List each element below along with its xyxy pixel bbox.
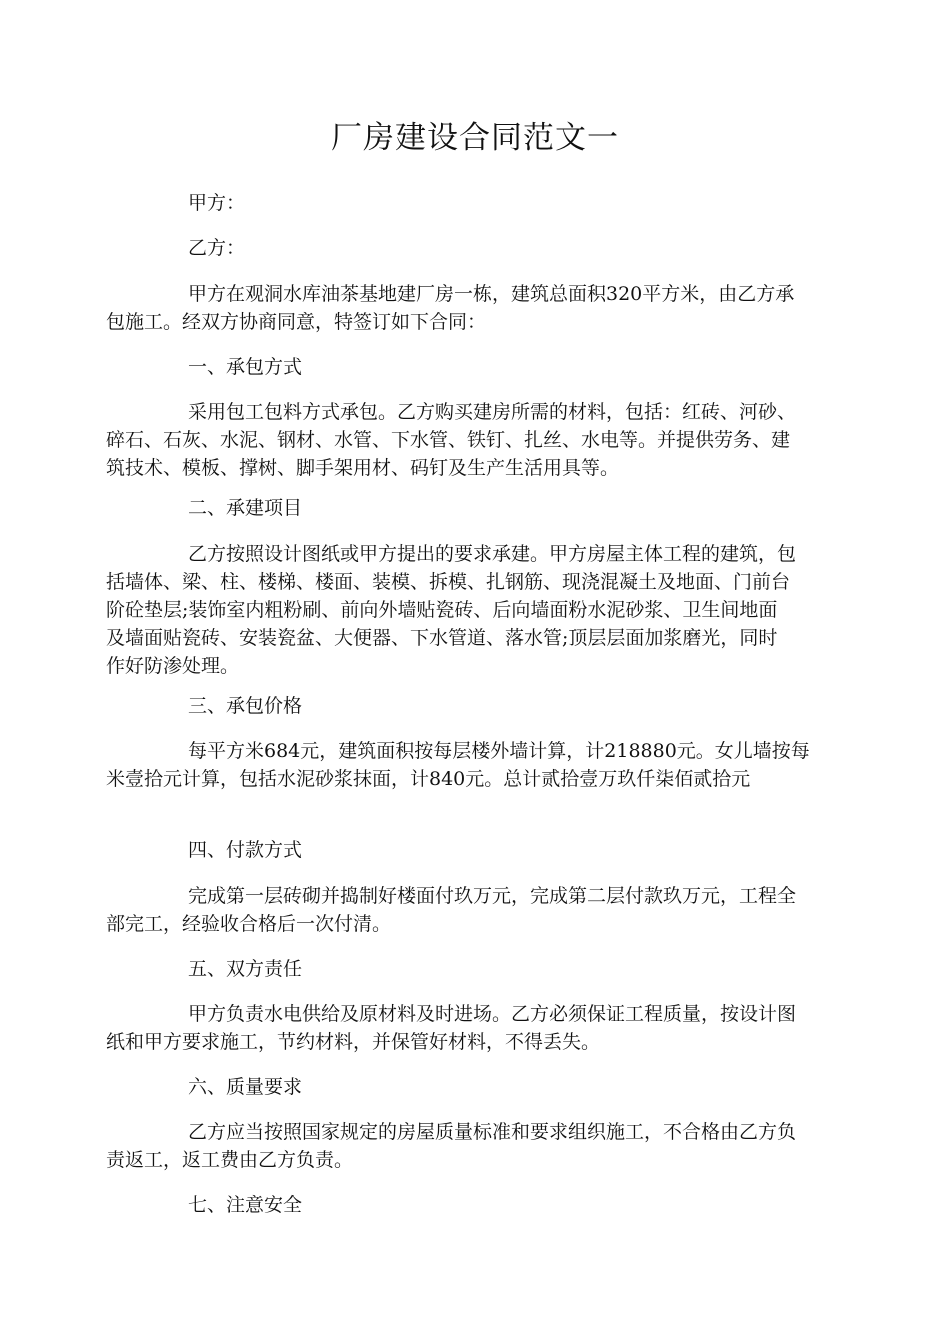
section-paragraph: 甲方负责水电供给及原材料及时进场。乙方必须保证工程质量，按设计图 纸和甲方要求施工，节约材料，并保管好材料，不得丢失。 xyxy=(106,1003,797,1053)
section-paragraph: 每平方米684元，建筑面积按每层楼外墙计算，计218880元。女儿墙按每 米壹拾元计算，包括水泥砂浆抹面，计840元。总计贰拾壹万玖仟柒佰贰拾元 xyxy=(106,740,810,790)
intro-paragraph: 甲方在观洞水库油茶基地建厂房一栋，建筑总面积320平方米，由乙方承 包施工。经双方协商同意，特签订如下合同： xyxy=(106,283,795,333)
section-paragraph: 乙方应当按照国家规定的房屋质量标准和要求组织施工，不合格由乙方负 责返工，返工费由乙方负责。 xyxy=(106,1121,797,1171)
section-paragraph: 完成第一层砖砌并捣制好楼面付玖万元，完成第二层付款玖万元，工程全 部完工，经验收合格后一次付清。 xyxy=(106,885,797,935)
section-heading: 七、注意安全 xyxy=(188,1194,303,1216)
section-paragraph: 采用包工包料方式承包。乙方购买建房所需的材料，包括：红砖、河砂、 碎石、石灰、水泥、钢材、水管、下水管、铁钉、扎丝、水电等。并提供劳务、建 筑技术、模板、撑树、脚手架用材、码钉及生产生活用具等。 xyxy=(106,401,797,479)
section-paragraph: 乙方按照设计图纸或甲方提出的要求承建。甲方房屋主体工程的建筑，包 括墙体、梁、柱、楼梯、楼面、装模、拆模、扎钢筋、现浇混凝土及地面、门前台 阶砼垫层;装饰室内粗粉刷、前向外墙贴瓷砖、后向墙面粉水泥砂浆、卫生间地面 及墙面贴瓷砖、安装瓷盆、大便器、下水管道、落水管;顶层层面加浆磨光，同时 作好防渗处理。 xyxy=(106,543,797,677)
section-heading: 一、承包方式 xyxy=(188,356,303,378)
party-a-label: 甲方： xyxy=(188,192,246,214)
section-heading: 五、双方责任 xyxy=(188,958,303,980)
section-heading: 三、承包价格 xyxy=(188,695,303,717)
section-heading: 二、承建项目 xyxy=(188,497,303,519)
document-title: 厂房建设合同范文一 xyxy=(331,120,619,156)
section-heading: 六、质量要求 xyxy=(188,1076,303,1098)
section-heading: 四、付款方式 xyxy=(188,839,303,861)
party-b-label: 乙方： xyxy=(188,237,246,259)
